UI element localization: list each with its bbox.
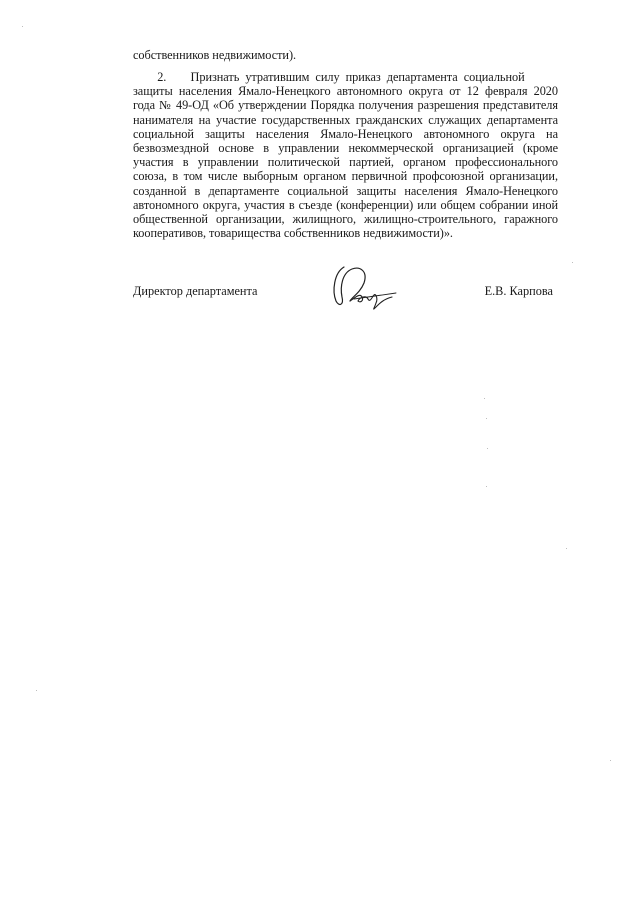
scan-speck	[484, 398, 485, 399]
intro-text	[133, 48, 558, 62]
scan-speck	[486, 418, 487, 419]
scan-speck	[22, 26, 23, 27]
text-line: безвозмездной основе в управлении некоммерческой организацией (кроме	[133, 140, 558, 155]
text-line: социальной защиты населения Ямало-Ненецкого автономного округа на	[133, 126, 558, 141]
handwritten-signature	[330, 263, 400, 313]
scan-speck	[610, 760, 611, 761]
scan-speck	[572, 262, 573, 263]
text-line: года № 49-ОД «Об утверждении Порядка получения разрешения представителя	[133, 98, 558, 113]
text-line: союза, в том числе выборным органом первичной профсоюзной организации,	[133, 169, 558, 184]
text-line: 2. Признать утратившим силу приказ департамента социальной	[133, 70, 525, 84]
text-line: нанимателя на участие государственных гражданских служащих департамента	[133, 112, 558, 127]
text-line: общественной организации, жилищного, жилищно-строительного, гаражного	[133, 211, 558, 226]
text-line: созданной в департаменте социальной защиты населения Ямало-Ненецкого	[133, 183, 558, 198]
signatory-title: Директор департамента	[133, 284, 258, 298]
scan-speck	[566, 548, 567, 549]
text-line: защиты населения Ямало-Ненецкого автономного округа от 12 февраля 2020	[133, 84, 558, 99]
scan-speck	[487, 448, 488, 449]
scan-speck	[486, 486, 487, 487]
text-line: собственников недвижимости).	[133, 48, 297, 62]
paragraph-2	[133, 70, 558, 240]
text-line: автономного округа, участия в съезде (конференции) или общем собрании иной	[133, 197, 558, 212]
text-line: участия в управлении политической партией, органом профессионального	[133, 155, 558, 170]
text-line: кооперативов, товарищества собственников недвижимости)».	[133, 226, 453, 241]
scan-speck	[36, 690, 37, 691]
signatory-name: Е.В. Карпова	[484, 284, 553, 298]
